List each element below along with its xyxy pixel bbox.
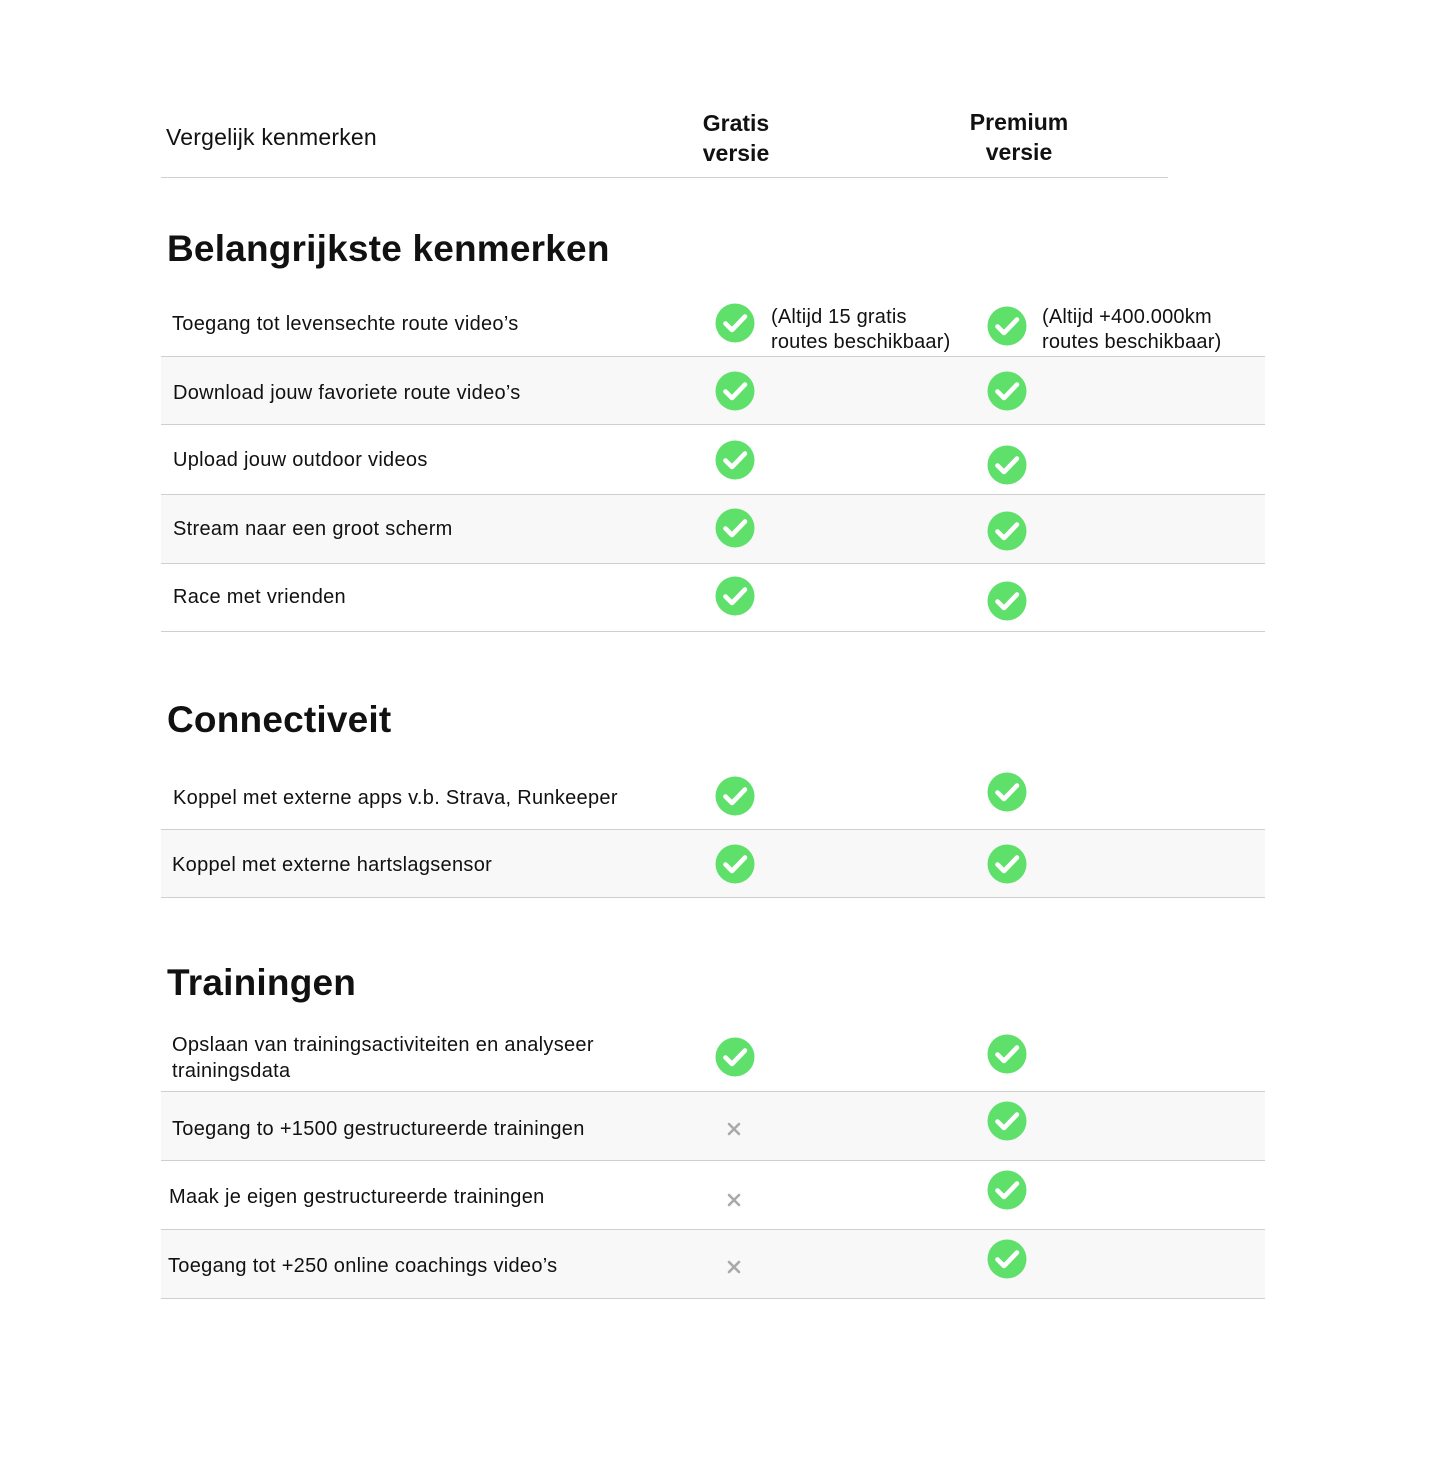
- section-title-connectivity: Connectiveit: [167, 699, 392, 740]
- premium-note-line1: (Altijd +400.000km: [1042, 306, 1212, 328]
- premium-check-circle-icon: [987, 371, 1027, 411]
- table-row: [161, 830, 1265, 898]
- premium-check-circle-icon: [987, 445, 1027, 485]
- premium-check-circle-icon: [987, 844, 1027, 884]
- table-row: [161, 1092, 1265, 1161]
- compare-features-label: Vergelijk kenmerken: [166, 124, 377, 150]
- table-row: [161, 1161, 1265, 1230]
- free-heading-line2: versie: [702, 140, 770, 166]
- free-check-circle-icon: [715, 576, 755, 616]
- feature-label: Toegang tot +250 online coachings video’s: [168, 1255, 558, 1277]
- premium-check-circle-icon: [987, 306, 1027, 346]
- free-note-line2: routes beschikbaar): [771, 331, 951, 353]
- free-check-circle-icon: [715, 508, 755, 548]
- table-row: [161, 564, 1265, 632]
- premium-version-heading: [919, 107, 1119, 167]
- premium-check-circle-icon: [987, 1101, 1027, 1141]
- feature-label: Toegang to +1500 gestructureerde trainingen: [172, 1118, 585, 1140]
- feature-label-line2: trainingsdata: [172, 1060, 291, 1082]
- premium-check-circle-icon: [987, 581, 1027, 621]
- premium-check-circle-icon: [987, 1239, 1027, 1279]
- table-row: [161, 425, 1265, 495]
- free-version-heading: [636, 108, 836, 168]
- table-row: [161, 495, 1265, 564]
- premium-check-circle-icon: [987, 511, 1027, 551]
- premium-note-line2: routes beschikbaar): [1042, 331, 1222, 353]
- free-note-line1: (Altijd 15 gratis: [771, 306, 907, 328]
- premium-heading-line2: versie: [985, 139, 1053, 165]
- premium-check-circle-icon: [987, 772, 1027, 812]
- premium-note: [1042, 305, 1221, 355]
- free-cross-icon: [727, 1193, 741, 1207]
- feature-label: Toegang tot levensechte route video’s: [172, 313, 519, 335]
- premium-heading-line1: Premium: [969, 109, 1069, 135]
- free-check-circle-icon: [715, 440, 755, 480]
- feature-label: Stream naar een groot scherm: [173, 518, 453, 540]
- free-note: [771, 305, 950, 355]
- table-row: [161, 357, 1265, 425]
- feature-label: [172, 1032, 594, 1084]
- table-row: [161, 1230, 1265, 1299]
- free-check-circle-icon: [715, 371, 755, 411]
- premium-check-circle-icon: [987, 1034, 1027, 1074]
- feature-label: Koppel met externe hartslagsensor: [172, 854, 493, 876]
- feature-label-line1: Opslaan van trainingsactiviteiten en analyseer: [172, 1034, 594, 1056]
- feature-label: Koppel met externe apps v.b. Strava, Runkeeper: [173, 787, 618, 809]
- free-check-circle-icon: [715, 1037, 755, 1077]
- free-check-circle-icon: [715, 303, 755, 343]
- free-cross-icon: [727, 1260, 741, 1274]
- table-row: [161, 296, 1265, 357]
- feature-label: Maak je eigen gestructureerde trainingen: [169, 1186, 545, 1208]
- free-cross-icon: [727, 1122, 741, 1136]
- table-row: [161, 1025, 1265, 1092]
- section-title-main-features: Belangrijkste kenmerken: [167, 228, 610, 269]
- section-title-trainings: Trainingen: [167, 962, 357, 1003]
- table-row: [161, 762, 1265, 830]
- free-heading-line1: Gratis: [702, 110, 770, 136]
- premium-check-circle-icon: [987, 1170, 1027, 1210]
- feature-label: Race met vrienden: [173, 586, 346, 608]
- header-divider: [161, 177, 1168, 178]
- free-check-circle-icon: [715, 844, 755, 884]
- free-check-circle-icon: [715, 776, 755, 816]
- feature-label: Upload jouw outdoor videos: [173, 449, 428, 471]
- feature-label: Download jouw favoriete route video’s: [173, 382, 521, 404]
